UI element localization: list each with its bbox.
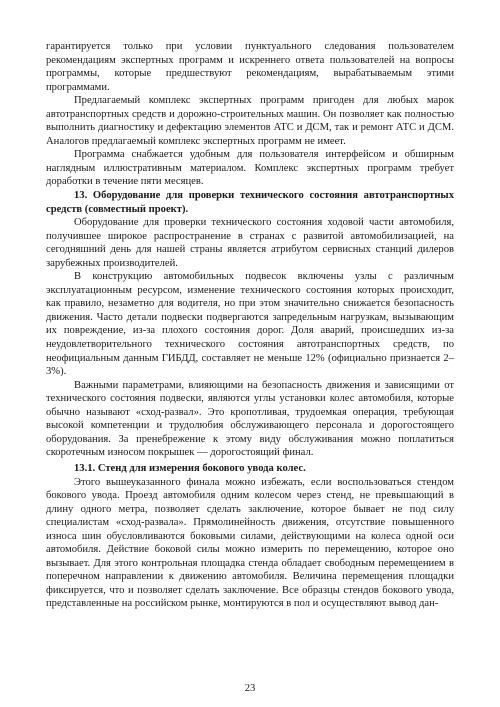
paragraph-suspension: В конструкцию автомобильных подвесок включены узлы с различным эксплуатационным ресурсом, изменение технического состояния которых происходит, как правило, незаметно для водителя, но при этом значительно снижается безопасность движения. Часто детали подвески подвергаются запредельным нагрузкам, вызывающим их повреждение, из-за плохого состояния дорог. Доля аварий, происшедших из-за неудовлетворительного технического состояния автотранспортных средств, по неофициальным данным ГИБДД, составляет не меньше 12% (официально признается 2–3%).	[46, 271, 454, 378]
paragraph-expert-programs: Предлагаемый комплекс экспертных программ пригоден для любых марок автотранспортных средств и дорожно-строительных машин. Он позволяет как полностью выполнить диагностику и дефектацию элементов АТС и ДСМ, так и ремонт АТС и ДСМ. Аналогов предлагаемый комплекс экспертных программ не имеет.	[46, 95, 454, 147]
page-number: 23	[244, 683, 256, 694]
paragraph-side-slip-stand: Этого вышеуказанного финала можно избежать, если воспользоваться стендом бокового увода. Проезд автомобиля одним колесом через стенд, не превышающий в длину одного метра, позволяет сделать заключение, которое бывает не под силу специалистам «сход-развала». Прямолинейность движения, отсутствие повышенного износа шин обусловливаются боковыми силами, действующими на колеса одной оси автомобиля. Действие боковой силы можно измерить по перемещению, которое оно вызывает. Для этого контрольная площадка стенда обладает свободным перемещением в поперечном направлении к движению автомобиля. Величина перемещения площадки фиксируется, что и позволяет сделать заключение. Все образцы стендов бокового увода, представленные на российском рынке, монтируются в пол и осуществляют вывод дан-	[46, 476, 454, 610]
paragraph-interface: Программа снабжается удобным для пользователя интерфейсом и обширным наглядным иллюстративным материалом. Комплекс экспертных программ требует доработки в течение пяти месяцев.	[46, 149, 454, 188]
paragraph-wheel-alignment: Важными параметрами, влияющими на безопасность движения и зависящими от технического состояния подвески, являются углы установки колес автомобиля, которые обычно называют «сход-развал». Это кропотливая, трудоемкая операция, требующая высокой компетенции и трудолюбия обслуживающего персонала и дорогостоящего оборудования. За пренебрежение к этому виду обслуживания можно поплатиться скоротечным износом покрышек — дорогостоящий финал.	[46, 379, 454, 459]
paragraph-equipment: Оборудование для проверки технического состояния ходовой части автомобиля, получившее широкое распространение в странах с развитой автомобилизацией, на сегодняшний день для нашей страны является атрибутом сервисных станций дилеров зарубежных производителей.	[46, 217, 454, 269]
document-body	[46, 40, 454, 611]
section-heading-13: 13. Оборудование для проверки технического состояния автотранспортных средств (совместный проект).	[46, 190, 454, 215]
section-heading-13-1: 13.1. Стенд для измерения бокового увода колес.	[74, 462, 306, 474]
paragraph-continuation: гарантируется только при условии пунктуального следования пользователем рекомендациям экспертных программ и искреннего ответа пользователей на вопросы программы, которые предшествуют рекомендациям, вырабатываемым этими программами.	[46, 41, 454, 93]
